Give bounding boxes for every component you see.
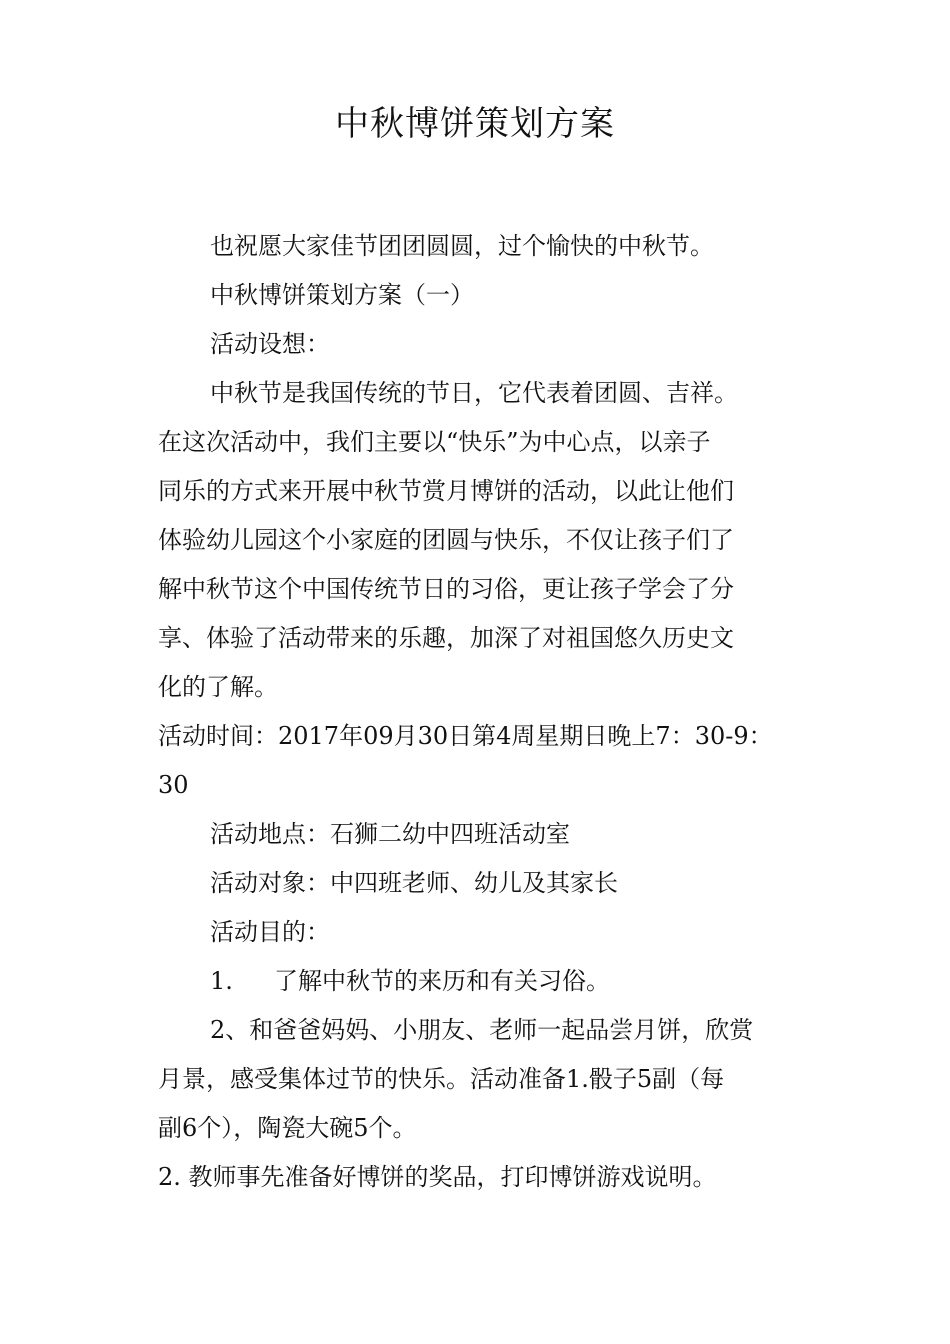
activity-audience-line: 活动对象：中四班老师、幼儿及其家长 xyxy=(210,869,618,897)
paragraph-line: 化的了解。 xyxy=(158,673,278,701)
activity-time-line: 活动时间：2017年09月30日第4周星期日晚上7：30-9： xyxy=(158,722,773,750)
section-heading: 中秋博饼策划方案（一） xyxy=(210,281,474,309)
activity-time-line: 30 xyxy=(158,771,189,799)
paragraph-line: 副6个），陶瓷大碗5个。 xyxy=(158,1114,417,1142)
paragraph-line: 体验幼儿园这个小家庭的团圆与快乐，不仅让孩子们了 xyxy=(158,526,734,554)
paragraph-line: 解中秋节这个中国传统节日的习俗，更让孩子学会了分 xyxy=(158,575,734,603)
paragraph-line: 2. 教师事先准备好博饼的奖品，打印博饼游戏说明。 xyxy=(158,1163,717,1191)
paragraph-line: 2、和爸爸妈妈、小朋友、老师一起品尝月饼，欣赏 xyxy=(210,1016,754,1044)
paragraph-line: 活动设想： xyxy=(210,330,330,358)
document-body xyxy=(158,222,798,1202)
list-number: 1. xyxy=(210,967,233,995)
paragraph-line: 享、体验了活动带来的乐趣，加深了对祖国悠久历史文 xyxy=(158,624,734,652)
paragraph-line: 月景，感受集体过节的快乐。活动准备1.骰子5副（每 xyxy=(158,1065,725,1093)
activity-location-line: 活动地点：石狮二幼中四班活动室 xyxy=(210,820,570,848)
list-item xyxy=(158,957,798,1006)
paragraph-line: 同乐的方式来开展中秋节赏月博饼的活动，以此让他们 xyxy=(158,477,734,505)
paragraph-line: 中秋节是我国传统的节日，它代表着团圆、吉祥。 xyxy=(210,379,738,407)
paragraph-line: 也祝愿大家佳节团团圆圆，过个愉快的中秋节。 xyxy=(210,232,714,260)
list-item-text: 了解中秋节的来历和有关习俗。 xyxy=(274,967,610,995)
document-title: 中秋博饼策划方案 xyxy=(335,104,615,144)
activity-goal-heading: 活动目的： xyxy=(210,918,330,946)
paragraph-line: 在这次活动中，我们主要以“快乐”为中心点，以亲子 xyxy=(158,428,711,456)
